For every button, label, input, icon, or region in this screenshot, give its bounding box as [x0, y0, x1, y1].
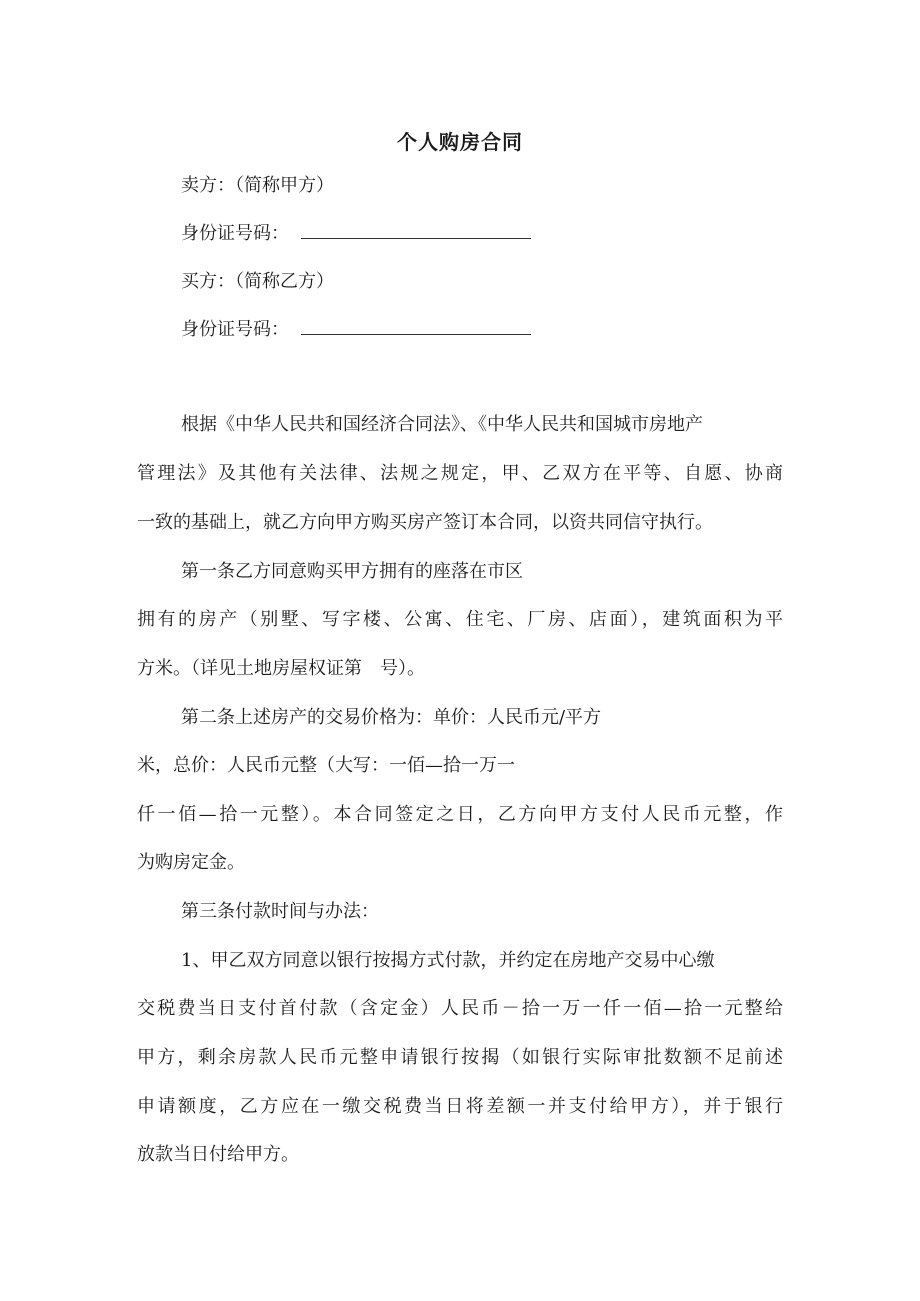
document-title: 个人购房合同 [397, 130, 523, 154]
article2-line-1: 第二条上述房产的交易价格为：单价：人民币元/平方 [181, 707, 602, 728]
seller-id-blank [301, 222, 531, 239]
article3-title: 第三条付款时间与办法： [181, 901, 379, 922]
buyer-id-blank [301, 318, 531, 335]
buyer-id-row [181, 318, 531, 342]
preamble-line-2: 管理法》及其他有关法律、法规之规定，甲、乙双方在平等、自愿、协商 [137, 463, 783, 484]
preamble-line-3: 一致的基础上，就乙方向甲方购买房产签订本合同，以资共同信守执行。 [137, 512, 713, 533]
article1-line-3: 方米。（详见土地房屋权证第 号）。 [137, 658, 425, 679]
seller-label: 卖方：（简称甲方） [181, 175, 334, 196]
preamble-line-1: 根据《中华人民共和国经济合同法》、《中华人民共和国城市房地产 [181, 414, 703, 435]
article1-line-1: 第一条乙方同意购买甲方拥有的座落在市区 [181, 561, 523, 582]
article2-line-4: 为购房定金。 [137, 852, 245, 873]
article2-line-2: 米，总价：人民币元整（大写：一佰—拾一万一 [137, 755, 515, 776]
buyer-label: 买方：（简称乙方） [181, 271, 334, 292]
seller-id-row [181, 222, 531, 246]
article2-line-3: 仟一佰—拾一元整）。本合同签定之日，乙方向甲方支付人民币元整，作 [137, 804, 783, 825]
article3-item1-line-2: 交税费当日支付首付款（含定金）人民币－拾一万一仟一佰—拾一元整给 [137, 998, 783, 1019]
article3-item1-line-1: 1、甲乙双方同意以银行按揭方式付款，并约定在房地产交易中心缴 [181, 950, 715, 971]
article3-item1-line-3: 甲方，剩余房款人民币元整申请银行按揭（如银行实际审批数额不足前述 [137, 1047, 783, 1068]
article1-line-2: 拥有的房产（别墅、写字楼、公寓、住宅、厂房、店面），建筑面积为平 [137, 609, 783, 630]
article3-item1-line-5: 放款当日付给甲方。 [137, 1144, 299, 1165]
buyer-id-label: 身份证号码： [181, 319, 289, 340]
article3-item1-line-4: 申请额度，乙方应在一缴交税费当日将差额一并支付给甲方），并于银行 [137, 1096, 783, 1117]
seller-id-label: 身份证号码： [181, 223, 289, 244]
